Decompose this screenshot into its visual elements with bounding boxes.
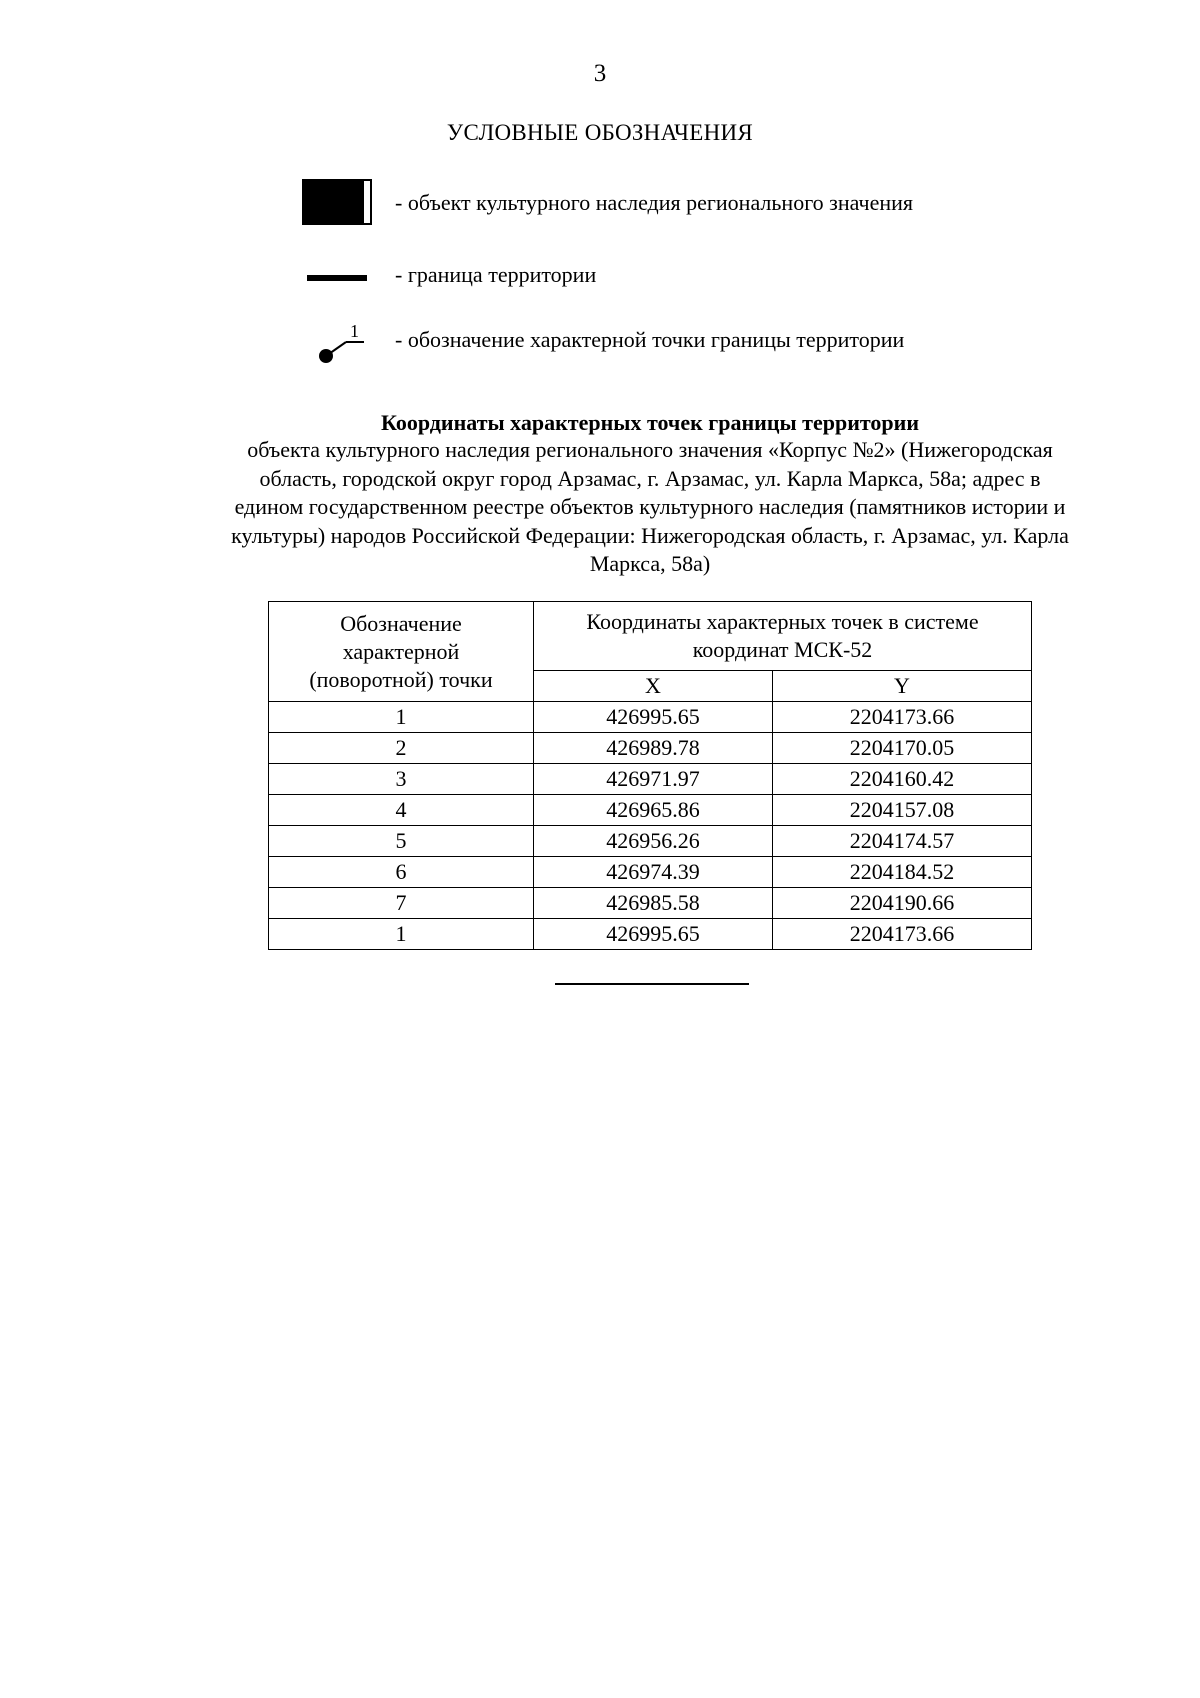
x-cell: 426995.65 bbox=[534, 919, 773, 950]
legend-item-territory-border bbox=[300, 247, 1060, 303]
x-cell: 426956.26 bbox=[534, 826, 773, 857]
y-cell: 2204160.42 bbox=[773, 764, 1032, 795]
table-row bbox=[269, 764, 1032, 795]
description-line: культуры) народов Российской Федерации: Нижегородская область, г. Арзамас, ул. Карла bbox=[231, 522, 1069, 548]
boundary-point-label: 1 bbox=[350, 321, 359, 341]
page-number: 3 bbox=[593, 60, 607, 87]
coordinates-heading: Координаты характерных точек границы территории bbox=[380, 410, 920, 435]
table-row bbox=[269, 888, 1032, 919]
table-row bbox=[269, 857, 1032, 888]
table-row bbox=[269, 919, 1032, 950]
point-cell: 7 bbox=[269, 888, 534, 919]
y-cell: 2204170.05 bbox=[773, 733, 1032, 764]
x-cell: 426995.65 bbox=[534, 702, 773, 733]
y-cell: 2204174.57 bbox=[773, 826, 1032, 857]
territory-border-icon bbox=[300, 247, 380, 303]
legend-item-label: - объект культурного наследия регионального значения bbox=[395, 190, 914, 215]
point-cell: 2 bbox=[269, 733, 534, 764]
table-row bbox=[269, 733, 1032, 764]
y-cell: 2204184.52 bbox=[773, 857, 1032, 888]
coordinates-column-header: Координаты характерных точек в системе координат МСК-52 bbox=[534, 602, 1032, 671]
heritage-object-icon bbox=[300, 175, 380, 231]
table-row bbox=[269, 826, 1032, 857]
description-line: объекта культурного наследия регионального значения «Корпус №2» (Нижегородская bbox=[247, 437, 1053, 462]
y-cell: 2204173.66 bbox=[773, 702, 1032, 733]
y-cell: 2204190.66 bbox=[773, 888, 1032, 919]
coordinates-table bbox=[268, 601, 1032, 950]
y-column-header: Y bbox=[773, 671, 1032, 702]
boundary-point-icon bbox=[300, 312, 380, 368]
description-line: едином государственном реестре объектов культурного наследия (памятников истории и bbox=[234, 494, 1066, 519]
x-cell: 426985.58 bbox=[534, 888, 773, 919]
description-line: область, городской округ город Арзамас, г. Арзамас, ул. Карла Маркса, 58а; адрес в bbox=[259, 465, 1041, 491]
legend-item-label: - обозначение характерной точки границы территории bbox=[395, 327, 905, 352]
y-cell: 2204173.66 bbox=[773, 919, 1032, 950]
y-cell: 2204157.08 bbox=[773, 795, 1032, 826]
end-divider bbox=[555, 983, 749, 985]
point-cell: 3 bbox=[269, 764, 534, 795]
legend-item-heritage-object bbox=[300, 175, 1060, 231]
point-cell: 4 bbox=[269, 795, 534, 826]
table-row bbox=[269, 795, 1032, 826]
x-cell: 426965.86 bbox=[534, 795, 773, 826]
table-row bbox=[269, 702, 1032, 733]
legend-item-label: - граница территории bbox=[395, 262, 597, 287]
point-cell: 1 bbox=[269, 702, 534, 733]
point-cell: 1 bbox=[269, 919, 534, 950]
object-description bbox=[170, 436, 1130, 579]
x-cell: 426971.97 bbox=[534, 764, 773, 795]
point-column-header: Обозначение характерной (поворотной) точки bbox=[269, 602, 534, 702]
legend-title: УСЛОВНЫЕ ОБОЗНАЧЕНИЯ bbox=[446, 120, 754, 145]
x-cell: 426974.39 bbox=[534, 857, 773, 888]
x-column-header: X bbox=[534, 671, 773, 702]
point-cell: 5 bbox=[269, 826, 534, 857]
x-cell: 426989.78 bbox=[534, 733, 773, 764]
point-cell: 6 bbox=[269, 857, 534, 888]
description-line: Маркса, 58а) bbox=[589, 551, 711, 576]
legend-item-boundary-point bbox=[300, 312, 1060, 368]
